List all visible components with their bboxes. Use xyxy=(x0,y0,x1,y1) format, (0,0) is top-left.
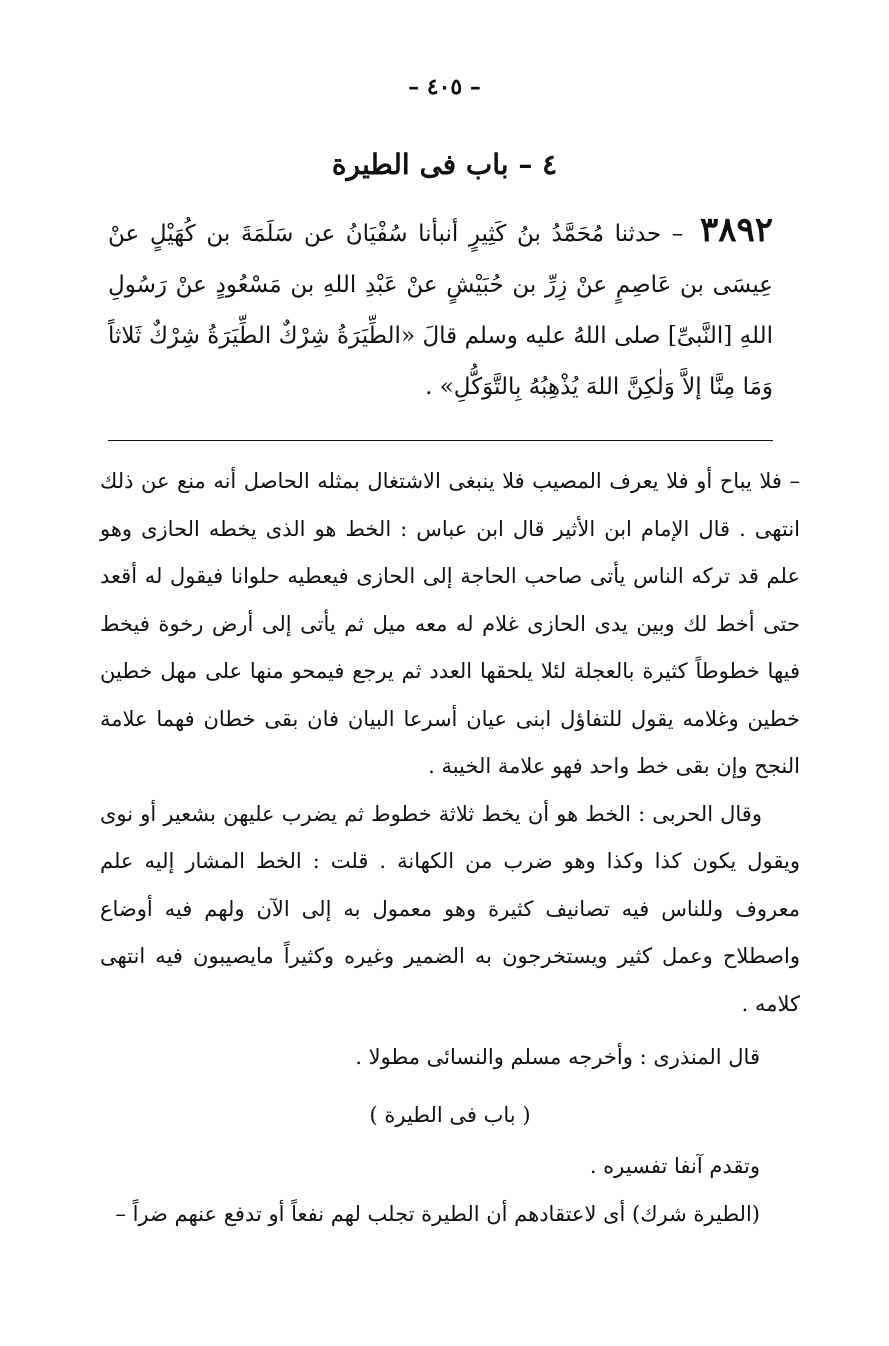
hadith-block xyxy=(108,205,773,413)
page-number: – ٤٠٥ – xyxy=(408,74,481,100)
chapter-title: ٤ – باب فى الطيرة xyxy=(331,148,558,181)
mundhiri-note: قال المنذرى : وأخرجه مسلم والنسائى مطولا . xyxy=(355,1045,760,1069)
commentary-sub-heading: ( باب فى الطيرة ) xyxy=(369,1102,531,1127)
section-divider xyxy=(108,440,773,441)
hadith-number: ٣٨٩٢ xyxy=(699,210,773,250)
commentary-paragraph-2: وقال الحربى : الخط هو أن يخط ثلاثة خطوط ثم يضرب عليهن بشعير أو نوى ويقول يكون كذا وكذا وهو ضرب من الكهانة . قلت : الخط المشار إليه علم معروف وللناس فيه تصانيف كثيرة وهو معمول به إلى الآن ولهم فيه أوضاع واصطلاح وعمل كثير ويستخرجون به الضمير وغيره وكثيراً مايصيبون فيه انتهى كلامه . xyxy=(100,801,800,1016)
commentary-explanation-line: (الطيرة شرك) أى لاعتقادهم أن الطيرة تجلب لهم نفعاً أو تدفع عنهم ضراً – xyxy=(115,1201,760,1226)
commentary-paragraph-1: – فلا يباح أو فلا يعرف المصيب فلا ينبغى الاشتغال بمثله الحاصل أنه منع عن ذلك انتهى . قال الإمام ابن الأثير قال ابن عباس : الخط هو الذى يخطه الحازى وهو علم قد تركه الناس يأتى صاحب الحاجة إلى الحازى فيعطيه حلوانا فيقول له أقعد حتى أخط لك وبين يدى الحازى غلام له معه ميل ثم يأتى إلى أرض رخوة فيخط فيها خطوطاً كثيرة بالعجلة لئلا يلحقها العدد ثم يرجع فيمحو منها على مهل خطين خطين وغلامه يقول للتفاؤل ابنى عيان أسرعا البيان فان بقى خطان فهما علامة النجح وإن بقى خط واحد فهو علامة الخيبة . xyxy=(100,469,800,778)
hadith-text: – حدثنا مُحَمَّدُ بنُ كَثِيرٍ أنبأنا سُفْيَانُ عن سَلَمَةَ بن كُهَيْلٍ عنْ عِيسَى بن عَاصِمٍ عنْ زِرِّ بن حُبَيْشٍ عنْ عَبْدِ اللهِ بن مَسْعُودٍ عنْ رَسُولِ اللهِ [النَّبىِّ] صلى اللهُ عليه وسلم قالَ «الطِّيَرَةُ شِرْكٌ الطِّيَرَةُ شِرْكٌ ثَلاثاً وَمَا مِنَّا إلاَّ وَلٰكِنَّ اللهَ يُذْهِبُهُ بِالتَّوَكُّلِ» . xyxy=(108,221,773,400)
commentary-block xyxy=(100,458,800,1238)
commentary-reference-note: وتقدم آنفا تفسيره . xyxy=(589,1154,760,1178)
